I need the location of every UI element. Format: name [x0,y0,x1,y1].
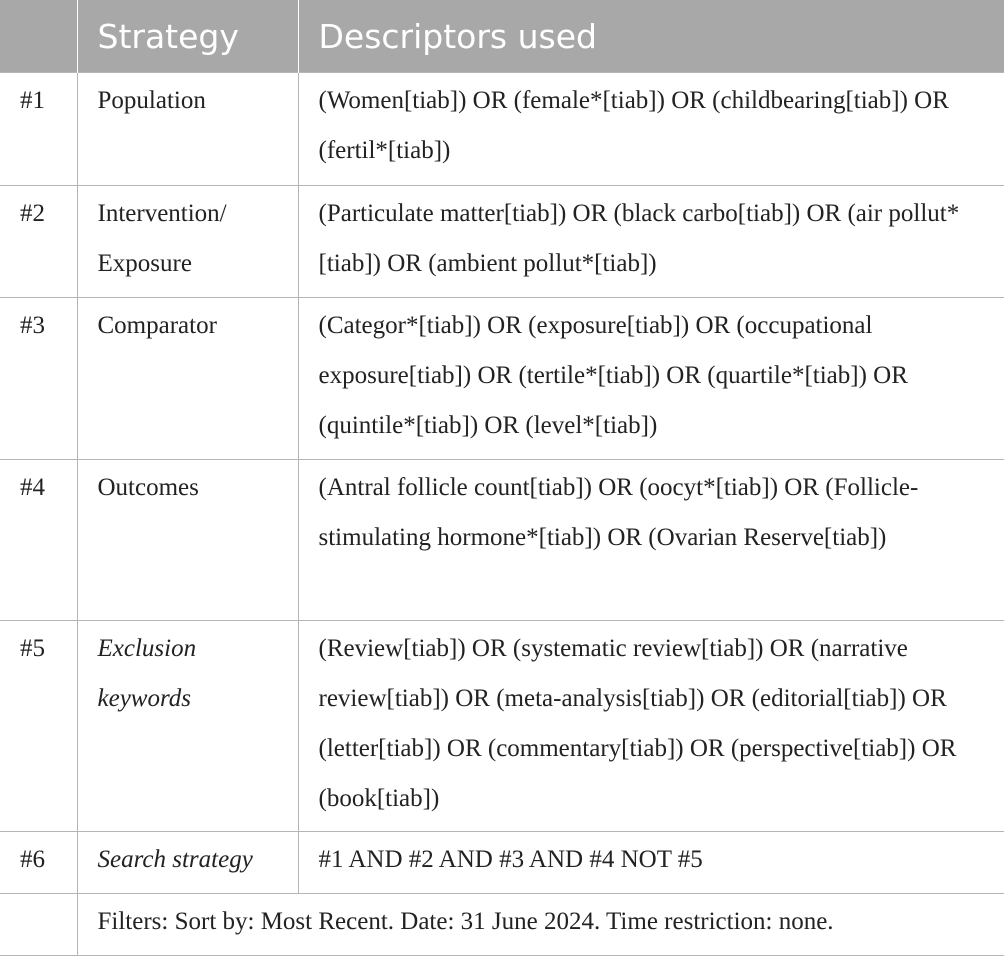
row-number: #4 [0,460,77,621]
row-number: #5 [0,621,77,832]
table-row [0,832,1004,894]
row-strategy: Exclusion keywords [77,621,298,832]
row-descriptors: (Particulate matter[tiab]) OR (black carbo[tiab]) OR (air pollut*[tiab]) OR (ambient pollut*[tiab]) [298,186,1004,298]
row-strategy: Intervention/ Exposure [77,186,298,298]
table-row [0,73,1004,186]
row-number: #3 [0,298,77,460]
row-descriptors: (Women[tiab]) OR (female*[tiab]) OR (childbearing[tiab]) OR (fertil*[tiab]) [298,73,1004,186]
table-row [0,621,1004,832]
row-descriptors: (Categor*[tiab]) OR (exposure[tiab]) OR (occupational exposure[tiab]) OR (tertile*[tiab]) OR (quartile*[tiab]) OR (quintile*[tiab]) OR (level*[tiab]) [298,298,1004,460]
filters-note: Filters: Sort by: Most Recent. Date: 31 June 2024. Time restriction: none. [77,894,1004,956]
header-row [0,0,1004,73]
table-footer-row [0,894,1004,956]
row-strategy: Outcomes [77,460,298,621]
row-number: #2 [0,186,77,298]
footer-number [0,894,77,956]
row-descriptors: (Antral follicle count[tiab]) OR (oocyt*[tiab]) OR (Follicle-stimulating hormone*[tiab]) OR (Ovarian Reserve[tiab]) [298,460,1004,621]
header-descriptors: Descriptors used [298,0,1004,73]
header-strategy: Strategy [77,0,298,73]
header-number [0,0,77,73]
row-number: #6 [0,832,77,894]
table-header [0,0,1004,73]
row-strategy: Population [77,73,298,186]
row-descriptors: #1 AND #2 AND #3 AND #4 NOT #5 [298,832,1004,894]
row-descriptors: (Review[tiab]) OR (systematic review[tiab]) OR (narrative review[tiab]) OR (meta-analysis[tiab]) OR (editorial[tiab]) OR (letter[tiab]) OR (commentary[tiab]) OR (perspective[tiab]) OR (book[tiab]) [298,621,1004,832]
row-strategy: Comparator [77,298,298,460]
row-strategy: Search strategy [77,832,298,894]
row-number: #1 [0,73,77,186]
table-row [0,298,1004,460]
table-body [0,73,1004,956]
table-row [0,460,1004,621]
table-row [0,186,1004,298]
